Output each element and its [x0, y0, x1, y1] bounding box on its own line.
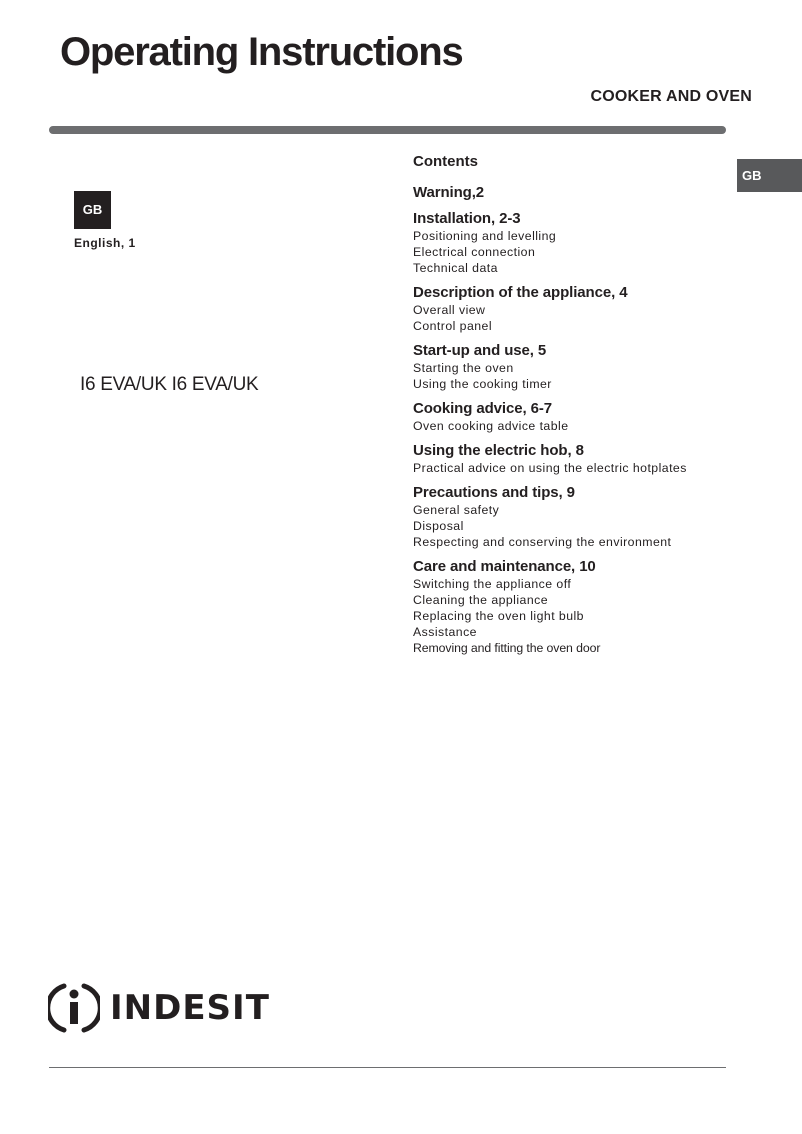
- bottom-divider: [49, 1067, 726, 1068]
- toc-section-description: [413, 284, 753, 334]
- toc-section-title[interactable]: Cooking advice, 6-7: [413, 400, 552, 417]
- toc-item[interactable]: Respecting and conserving the environment: [413, 535, 672, 549]
- indesit-logo-icon: [48, 981, 100, 1035]
- toc-item[interactable]: Disposal: [413, 519, 464, 533]
- toc-section-cooking-advice: [413, 400, 753, 434]
- toc-section-title[interactable]: Installation, 2-3: [413, 210, 521, 227]
- language-badge: GB: [74, 191, 111, 229]
- toc-section-title[interactable]: Warning,2: [413, 184, 485, 201]
- indesit-logo: [48, 980, 270, 1036]
- model-number: I6 EVA/UK I6 EVA/UK: [80, 374, 259, 395]
- toc-item[interactable]: Switching the appliance off: [413, 577, 572, 591]
- language-entry[interactable]: English, 1: [74, 236, 136, 250]
- toc-item[interactable]: Practical advice on using the electric hotplates: [413, 461, 687, 475]
- toc-section-title[interactable]: Precautions and tips, 9: [413, 484, 575, 501]
- toc-item[interactable]: Removing and fitting the oven door: [413, 641, 601, 655]
- toc-item[interactable]: Cleaning the appliance: [413, 593, 549, 607]
- toc-item[interactable]: Replacing the oven light bulb: [413, 609, 584, 623]
- toc-section-title[interactable]: Description of the appliance, 4: [413, 284, 628, 301]
- toc-item[interactable]: Oven cooking advice table: [413, 419, 569, 433]
- toc-item[interactable]: Control panel: [413, 319, 492, 333]
- toc-item[interactable]: Using the cooking timer: [413, 377, 552, 391]
- toc-item[interactable]: Technical data: [413, 261, 498, 275]
- toc-item[interactable]: Assistance: [413, 625, 477, 639]
- contents-heading: Contents: [413, 153, 478, 170]
- toc-item[interactable]: Starting the oven: [413, 361, 514, 375]
- page-subtitle: COOKER AND OVEN: [590, 88, 752, 105]
- toc-item[interactable]: Positioning and levelling: [413, 229, 557, 243]
- toc-section-startup: [413, 342, 753, 392]
- toc-section-warning: [413, 184, 753, 202]
- toc-section-title[interactable]: Start-up and use, 5: [413, 342, 547, 359]
- toc-item[interactable]: General safety: [413, 503, 500, 517]
- toc-item[interactable]: Electrical connection: [413, 245, 536, 259]
- toc-section-title[interactable]: Using the electric hob, 8: [413, 442, 584, 459]
- language-side-tab[interactable]: GB: [737, 159, 802, 192]
- page-title: Operating Instructions: [60, 30, 463, 74]
- toc-item[interactable]: Overall view: [413, 303, 486, 317]
- toc-section-care: [413, 558, 753, 656]
- toc-section-title[interactable]: Care and maintenance, 10: [413, 558, 596, 575]
- indesit-wordmark: INDESIT: [110, 988, 270, 1028]
- toc-section-electric-hob: [413, 442, 753, 476]
- toc-section-installation: [413, 210, 753, 276]
- toc-section-precautions: [413, 484, 753, 550]
- top-divider: [49, 126, 726, 134]
- table-of-contents: [413, 152, 753, 664]
